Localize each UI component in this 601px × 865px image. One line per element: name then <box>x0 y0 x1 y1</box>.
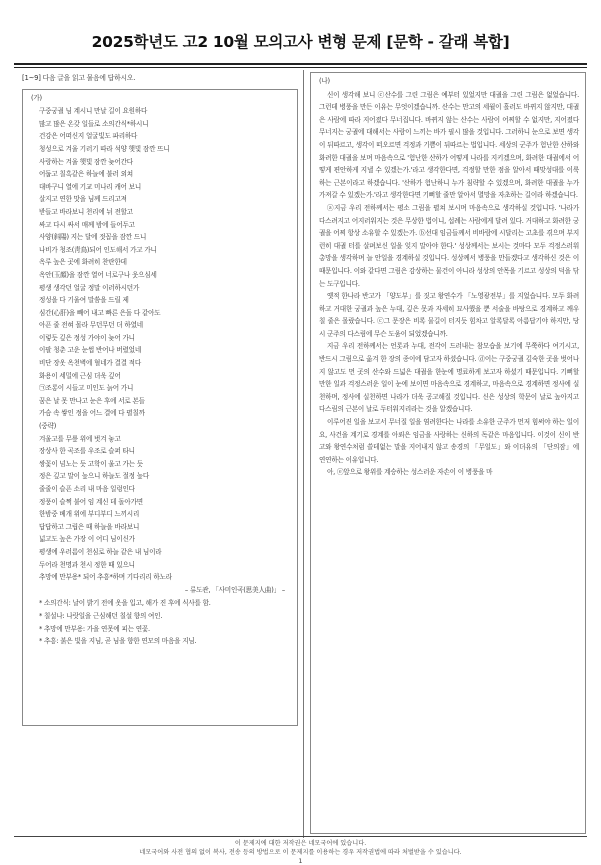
footer-rule <box>14 836 587 837</box>
left-column <box>22 72 298 726</box>
poem-line: 넓고도 높은 가장 이 어디 님이신가 <box>39 535 135 544</box>
poem-line: 정풍이 슬쩍 불어 임 계신 데 돌아가면 <box>39 497 143 506</box>
poem-line: 청성으로 겨울 기러기 따라 석양 햇빛 잠깐 뜨니 <box>39 144 170 153</box>
footnote: * 추망에 만부용: 가을 연못에 피는 연꽃. <box>39 624 150 633</box>
poem-line: 이팔 청춘 고운 눈썹 반어나 버렸었네 <box>39 346 142 355</box>
essay-paragraph: 지금 우리 전하께서는 언롯과 누대, 전각이 드러내는 참모습을 보기에 무쭉하다 여기시고, 반드시 그림으로 옮겨 한 장의 종이에 담고자 하셨습니다. ⓓ이는 구중궁궐 깊숙한 곳을 벗어나지 않고도 먼 곳의 산수와 드넓은 대궐을 한눈에 명료하게 보고자 하셨기 때문입니다. 기뻐할 만한 일과 걱정스러운 일이 눈에 보이면 마음속으로 경계하고, 마음속으로 경계하면 정사에 실천하며, 정사에 실천하면 나라가 더욱 공고해질 것입니다. 신은 성상의 학문이 날로 높아지고 다스림의 근본이 날로 두터워지리라는 것을 알겠습니다. <box>319 342 579 414</box>
poem-line: 건강은 어떠신지 얼굴빛도 파리하다 <box>39 132 138 141</box>
poem-line: 비단 장옷 옥천벽에 혈네가 결결 적다 <box>39 359 142 368</box>
poem-line: 쌍꽃이 넘노는 듯 고학이 울고 가는 듯 <box>39 459 143 468</box>
poem-line: 겨울고를 무릎 위에 벗겨 놓고 <box>39 434 121 443</box>
poem-line: (중략) <box>39 422 57 431</box>
poem-line: 옥루 높은 곳에 화려히 찬란한데 <box>39 258 127 267</box>
poem-line: 두어라 천명과 천시 정한 때 있으니 <box>39 560 135 569</box>
page-number: 1 <box>298 857 303 865</box>
essay-paragraph: ⓐ지금 우리 전하께서는 평소 그림을 펼쳐 보시며 마음속으로 생각하실 것입니다. '나라가 다스려지고 어지러워지는 것은 무상한 법이니, 섭례는 사람에게 달려 있다. 거대하고 화려한 궁궐을 어찌 항상 소유할 수 있겠는가. ⓑ선대 임금들께서 비바람에 시달리는 고초를 겪으며 부지런히 대궐 터를 살펴보신 일을 잊지 말아야 한다.' 성상께서는 보시는 것마다 모두 걱정스러워 총망을 생각하며 늘 안일을 경계하실 것입니다. 성상께서 병풍을 만들겠다고 생각하신 것은 이 때문입니다. 이와 같다면 그림은 감상하는 물건이 아니라 성상의 안목을 기르고 성상의 덕을 닦는 도구입니다. <box>319 203 579 288</box>
poem-line: 어둡고 칠흑같은 하늘에 불러 외쳐 <box>39 170 133 179</box>
column-divider <box>303 70 304 838</box>
poem-line: 정은 깊고 말이 높으니 하늘도 절정 높다 <box>39 472 150 481</box>
question-range: [1~9] 다음 글을 읽고 물음에 답하시오. <box>22 74 136 82</box>
copyright-notice: 이 문제지에 대한 저작권은 네모국어에 있습니다. <box>234 840 367 847</box>
title-rule <box>14 63 587 65</box>
poem-line: 많고 많은 온갖 일들로 소의간식*하시니 <box>39 119 149 128</box>
poem-line: 한밤중 베개 위에 부디부디 느끼시리 <box>39 510 140 519</box>
poem-line: 꿈은 날 못 만나고 눈은 후에 서로 본들 <box>39 396 145 405</box>
poem-line: 대바구니 열에 기교 미나리 캐어 보니 <box>39 182 142 191</box>
poem-line: 싸고 다시 싸서 매께 밤에 들어두고 <box>39 220 135 229</box>
poem-line: 이렇듯 깊은 정성 가야이 늦어 가니 <box>39 333 135 342</box>
essay-paragraph: 옛적 한나라 반고가 「양도부」를 짓고 왕연수가 「노영광전부」를 지었습니다. 모두 화려하고 거대한 궁궐과 높은 누대, 깊은 못과 자세히 묘사했을 뿐 서술을 바탕으로 경계하고 깨우칠 줄은 몰랐습니다. ⓒ그 문장은 비록 물길이 터지듯 힘차고 알록달록 아름답기야 하지만, 당시 군주의 다스림에 무슨 도움이 되었겠습니까. <box>319 292 579 338</box>
poem-line: 화용이 세밀에 근심 더욱 깊어 <box>39 371 121 380</box>
poem-line: 사양(斜陽) 지는 달에 젓꼽을 잠깐 드니 <box>39 233 147 242</box>
page-title: 2025학년도 고2 10월 모의고사 변형 문제 [문학 - 갈래 복합] <box>91 33 510 51</box>
poem-line: 옥안(玉顔)을 잠깐 열어 너로구나 웃으심세 <box>39 270 157 279</box>
footnote: * 추흥: 붉은 빛을 지님, 곧 님을 향한 연모의 마음을 지님. <box>39 637 197 646</box>
poem-line: 줄줄이 슬픈 소리 내 마음 일렁인다 <box>39 485 135 493</box>
poem-line: 평생에 우러름이 천심로 하늘 같은 내 님이라 <box>39 547 162 556</box>
poem-line: 장상사 한 곡조를 우조로 슬퍼 타니 <box>39 447 135 456</box>
copyright-warning: 네모국어와 사전 협의 없이 복사, 전송 등의 방법으로 이 문제지를 이용하는 경우 저작권법에 따라 처벌받을 수 있습니다. <box>139 849 462 856</box>
poem-lines <box>31 105 291 584</box>
poem-line: 가슴 속 쌓인 정을 어느 결에 다 펼칠까 <box>39 409 145 418</box>
passage-tag-ga: (가) <box>31 93 42 102</box>
poem-line: 구중궁궐 님 계시니 만날 길이 요원하다 <box>39 107 148 116</box>
poem-notes <box>31 597 291 647</box>
poem-line: 아픈 줄 전혀 몰라 무던무던 더 하였네 <box>39 321 143 330</box>
passage-ga-box <box>22 89 298 726</box>
essay-paragraph: 이루어진 일을 보고서 무너질 일을 염려한다는 나라를 소유한 군주가 먼저 힘써야 하는 일이요, 사건을 계기로 경계를 아뢰은 임금을 사랑하는 신하의 독같은 마음입니다. 이것이 신이 반고와 왕연수처럼 쓸데없는 말을 지어내지 않고 송경의 「무일도」와 이더유의 「단의잠」에 연연하는 이유입니다. <box>319 418 579 464</box>
poem-line: ㉠조롱이 시들고 미인도 늙어 가니 <box>39 384 134 393</box>
poem-line: 심간(心肝)을 빼어 내고 빠른 은돌 다 같아도 <box>39 308 161 317</box>
passage-na-box <box>310 72 586 834</box>
poem-line: 받들고 바라보니 천리에 뉘 전할고 <box>39 207 133 216</box>
poem-line: 답답하고 그립은 때 하늘을 바라보니 <box>39 522 140 531</box>
poem-line: 살지고 연한 맛을 님께 드리고져 <box>39 195 127 204</box>
poem-line: 추망에 만부용* 되어 추흥*하며 기다리리 하노라 <box>39 573 172 582</box>
essay-paragraph: 신이 생각해 보니 ⓒ산수를 그린 그림은 예부터 있었지만 대궐을 그린 그림은 없었습니다. 그런데 병풍을 만든 이유는 무엇이겠습니까. 산수는 만고의 세월이 흘러도 바뀌지 않지만, 대궐은 사람에 따라 지어졌다 무너집니다. 바뀌지 않는 산수는 사람이 어찌할 수 없지만, 지어졌다 무너지는 궁궐에 대해서는 사람이 느끼는 바가 필시 많을 것입니다. 그러하니 눈으로 보면 생각이 뒤따르고, 생각이 떠오르면 걱정과 기쁨이 뒤따르는 법입니다. 세상의 군주가 험난한 산하와 화려한 대궐을 보며 마음속으로 '험난한 산하가 어떻게 나라를 지키겠으며, 화려한 대궐에서 어떻게 편안하게 지낼 수 있겠는가.'라고 생각한다면, 걱정할 만한 점을 알아서 때맞성대를 이룩하는 근본이라고 하겠습니다. '산하가 험난하니 누가 침략할 수 있겠으며, 화려한 대궐을 누가 가져갈 수 있겠는가.'라고 생각한다면 기뻐할 줄만 알아서 멸망을 자초하는 길이라 하겠습니다. <box>319 90 579 200</box>
poem-line: 사랑하는 겨울 햇빛 잠깐 늦어간다 <box>39 157 133 166</box>
passage-tag-na: (나) <box>319 77 330 85</box>
poem-source: – 류도관, 「사미인곡(思美人曲)」 – <box>184 585 285 594</box>
footnote: * 칠설나: 나랏일을 근심해던 칠설 향의 여인. <box>39 611 163 620</box>
poem-line: 정성을 다 기울여 말씀을 드릴 제 <box>39 296 129 305</box>
right-column <box>310 72 586 834</box>
footnote: * 소의간식: 날이 밝기 전에 옷을 입고, 해가 진 후에 식사를 함. <box>39 599 211 608</box>
title-rule-thin <box>14 67 587 68</box>
essay-paragraphs <box>319 89 579 479</box>
poem-line: 나비가 청조(靑鳥)되어 인도해서 가고 가니 <box>39 245 157 254</box>
poem-line: 평생 생각던 얼굴 정말 이러하시던가 <box>39 283 140 292</box>
essay-paragraph: 아, ⓔ앞으로 왕위를 계승하는 성스러운 자손이 이 병풍을 마 <box>327 468 493 477</box>
